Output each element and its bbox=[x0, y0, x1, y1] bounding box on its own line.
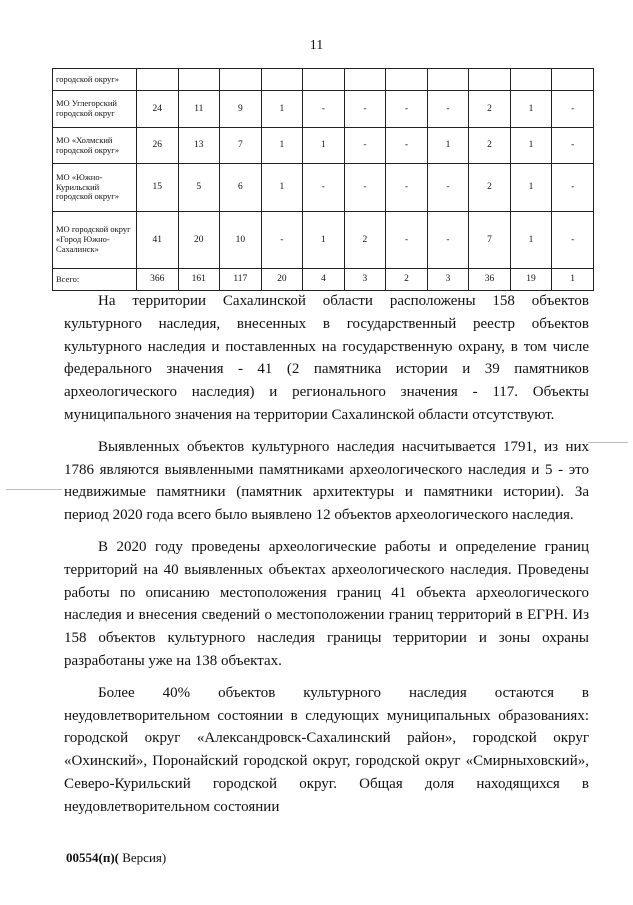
table-cell: 13 bbox=[178, 128, 220, 164]
table-cell: 5 bbox=[178, 164, 220, 212]
table-cell: 1 bbox=[261, 164, 303, 212]
table-cell: 1 bbox=[510, 128, 552, 164]
table-cell: 7 bbox=[220, 128, 262, 164]
paragraph: Выявленных объектов культурного наследия насчитывается 1791, из них 1786 являются выявленными памятниками археологического наследия и 5 - это недвижимые памятники (памятник архитектуры и памятники истории). За период 2020 года всего было выявлено 12 объектов археологического наследия. bbox=[64, 438, 589, 524]
table-cell: 36 bbox=[469, 269, 511, 291]
table-cell: 41 bbox=[137, 212, 179, 269]
document-version: Версия) bbox=[118, 850, 167, 865]
table-cell: 1 bbox=[261, 91, 303, 128]
table-cell: 20 bbox=[261, 269, 303, 291]
table-cell: 10 bbox=[220, 212, 262, 269]
table-cell: 7 bbox=[469, 212, 511, 269]
table-cell bbox=[552, 69, 594, 91]
table-cell: 366 bbox=[137, 269, 179, 291]
document-footer bbox=[66, 850, 166, 866]
table-cell: - bbox=[303, 91, 345, 128]
table-row bbox=[53, 69, 594, 91]
table-row bbox=[53, 164, 594, 212]
body-text bbox=[64, 290, 589, 828]
table-row bbox=[53, 212, 594, 269]
table-cell: 3 bbox=[344, 269, 386, 291]
table-cell: 20 bbox=[178, 212, 220, 269]
table-cell bbox=[386, 69, 428, 91]
paragraph: На территории Сахалинской области расположены 158 объектов культурного наследия, внесенных в государственный реестр объектов культурного наследия и поставленных на государственную охрану, в том числе федерального значения - 41 (2 памятника истории и 39 памятников археологического наследия) и регионального значения - 117. Объекты муниципального значения на территории Сахалинской области отсутствуют. bbox=[64, 293, 589, 423]
table-cell: 1 bbox=[552, 269, 594, 291]
table-cell bbox=[137, 69, 179, 91]
table-cell: 4 bbox=[303, 269, 345, 291]
table-cell: - bbox=[552, 128, 594, 164]
table-cell bbox=[220, 69, 262, 91]
table-cell-name: МО «Холмский городской округ» bbox=[53, 128, 137, 164]
table-cell: 1 bbox=[510, 164, 552, 212]
table-cell bbox=[178, 69, 220, 91]
table-cell: 3 bbox=[427, 269, 469, 291]
table-cell bbox=[303, 69, 345, 91]
table-row-total bbox=[53, 269, 594, 291]
table-cell: 26 bbox=[137, 128, 179, 164]
table-cell: - bbox=[552, 212, 594, 269]
table-cell-name: Всего: bbox=[53, 269, 137, 291]
table-cell: 117 bbox=[220, 269, 262, 291]
table-cell-name: МО «Южно-Курильский городской округ» bbox=[53, 164, 137, 212]
heritage-table bbox=[52, 68, 594, 291]
table-cell: - bbox=[303, 164, 345, 212]
table-cell: - bbox=[344, 91, 386, 128]
table-cell: 1 bbox=[261, 128, 303, 164]
table-cell: 9 bbox=[220, 91, 262, 128]
table-cell: - bbox=[344, 128, 386, 164]
table-cell: 6 bbox=[220, 164, 262, 212]
page-number: 11 bbox=[309, 38, 324, 53]
table-cell: 1 bbox=[303, 212, 345, 269]
table-cell: 1 bbox=[510, 212, 552, 269]
paragraph: В 2020 году проведены археологические работы и определение границ территорий на 40 выявленных объектах археологического наследия. Проведены работы по описанию местоположения границ 41 объекта археологического наследия и внесения сведений о местоположении границ территорий в ЕГРН. Из 158 объектов культурного наследия границы территории и зоны охраны разработаны уже на 138 объектах. bbox=[64, 538, 589, 669]
table-cell: 2 bbox=[469, 164, 511, 212]
table-cell: - bbox=[386, 212, 428, 269]
table-cell: 1 bbox=[427, 128, 469, 164]
table-cell: 19 bbox=[510, 269, 552, 291]
table-cell-name: МО городской округ «Город Южно-Сахалинск» bbox=[53, 212, 137, 269]
table-cell bbox=[344, 69, 386, 91]
table-cell: 2 bbox=[386, 269, 428, 291]
table-cell: - bbox=[427, 164, 469, 212]
table-cell: 1 bbox=[303, 128, 345, 164]
table-cell: - bbox=[427, 91, 469, 128]
table-cell: 2 bbox=[469, 128, 511, 164]
table-cell: - bbox=[344, 164, 386, 212]
scan-mark bbox=[588, 442, 628, 443]
table-cell: 15 bbox=[137, 164, 179, 212]
table-cell: - bbox=[552, 164, 594, 212]
table-cell: 2 bbox=[469, 91, 511, 128]
table-cell: - bbox=[427, 212, 469, 269]
table-cell-name: городской округ» bbox=[53, 69, 137, 91]
table-cell: 24 bbox=[137, 91, 179, 128]
table-cell bbox=[510, 69, 552, 91]
table-cell: - bbox=[386, 91, 428, 128]
table-cell bbox=[427, 69, 469, 91]
table-cell: 2 bbox=[344, 212, 386, 269]
paragraph: Более 40% объектов культурного наследия остаются в неудовлетворительном состоянии в следующих муниципальных образованиях: городской округ «Александровск-Сахалинский район», городской округ «Охинский», Поронайский городской округ, городской округ «Смирныховский», Северо-Курильский городской округ. Общая доля находящихся в неудовлетворительном состоянии bbox=[64, 684, 589, 815]
table-cell: 161 bbox=[178, 269, 220, 291]
table-row bbox=[53, 91, 594, 128]
table-cell bbox=[261, 69, 303, 91]
table-cell bbox=[469, 69, 511, 91]
scan-mark bbox=[6, 489, 62, 490]
table-cell: 11 bbox=[178, 91, 220, 128]
table-cell: - bbox=[261, 212, 303, 269]
table-cell-name: МО Углегорский городской округ bbox=[53, 91, 137, 128]
table-row bbox=[53, 128, 594, 164]
table-cell: 1 bbox=[510, 91, 552, 128]
table-cell: - bbox=[386, 164, 428, 212]
document-code: 00554(п)( bbox=[66, 850, 119, 865]
table-cell: - bbox=[386, 128, 428, 164]
table-cell: - bbox=[552, 91, 594, 128]
